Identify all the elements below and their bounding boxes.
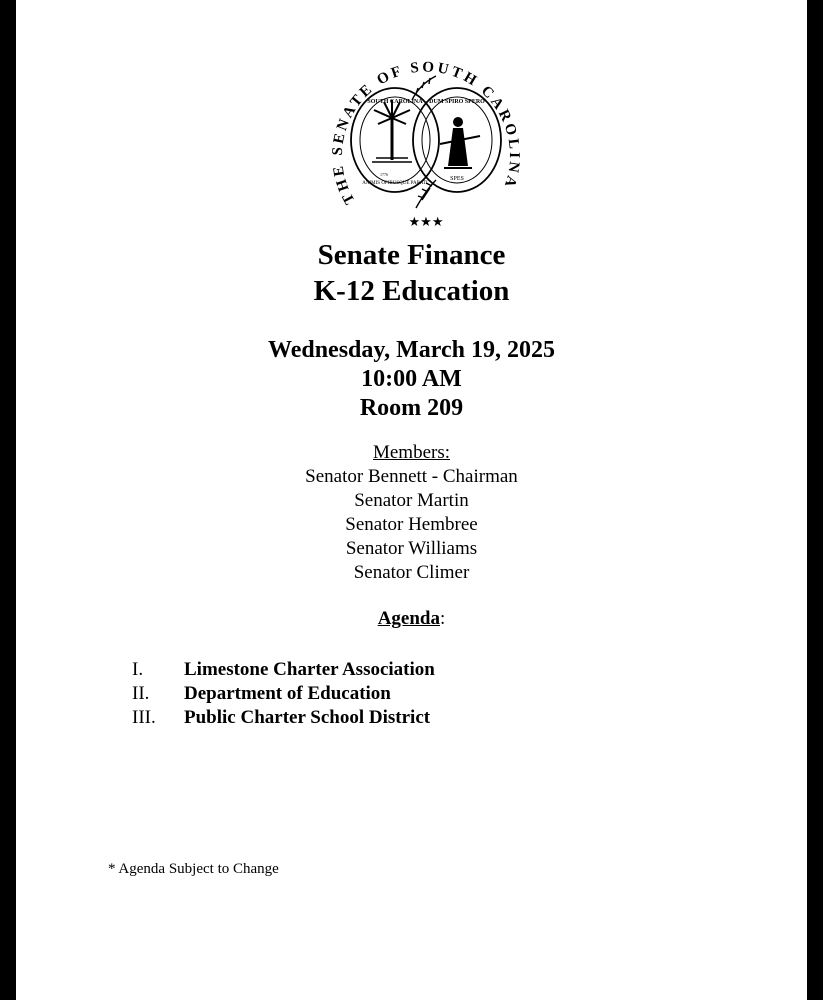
agenda-item-number: II.: [132, 683, 150, 704]
committee-title: Senate Finance: [317, 239, 506, 271]
member-item: Senator Martin: [354, 490, 469, 511]
agenda-item-text: Public Charter School District: [184, 707, 431, 728]
member-item: Senator Climer: [353, 562, 470, 583]
senate-seal-logo: [320, 40, 532, 232]
agenda-footnote: * Agenda Subject to Change: [108, 861, 279, 877]
members-heading: Members:: [372, 442, 451, 463]
seal-left-banner: SOUTH CAROLINA: [367, 99, 423, 105]
agenda-item-number: I.: [132, 659, 144, 680]
meeting-date: Wednesday, March 19, 2025: [268, 337, 555, 363]
agenda-heading-colon: :: [440, 608, 446, 629]
agenda-heading-label: Agenda: [377, 608, 440, 629]
member-item: Senator Williams: [345, 538, 478, 559]
members-list: [16, 465, 807, 585]
agenda-item: [132, 682, 632, 706]
agenda-item-number: III.: [132, 707, 156, 728]
seal-stars-icon: ★★★: [408, 214, 444, 229]
agenda-item-text: Limestone Charter Association: [184, 659, 435, 680]
seal-left-motto: ANIMIS OPIBUSQUE PARATI: [362, 181, 428, 186]
seal-right-label: SPES: [450, 176, 464, 182]
seal-left-date: 1776: [380, 172, 388, 177]
agenda-list: [132, 658, 632, 730]
seal-ring-text: THE SENATE OF SOUTH CAROLINA: [329, 59, 523, 207]
agenda-heading: [16, 607, 807, 631]
subcommittee-title: K-12 Education: [313, 275, 510, 307]
agenda-item: [132, 706, 632, 730]
member-item: Senator Hembree: [345, 514, 478, 535]
meeting-time: 10:00 AM: [361, 366, 462, 392]
agenda-item-text: Department of Education: [184, 683, 391, 704]
document-page: [16, 0, 807, 1000]
meeting-room: Room 209: [359, 395, 464, 421]
agenda-item: [132, 658, 632, 682]
member-item: Senator Bennett - Chairman: [305, 466, 518, 487]
seal-right-motto: DUM SPIRO SPERO: [429, 99, 485, 105]
